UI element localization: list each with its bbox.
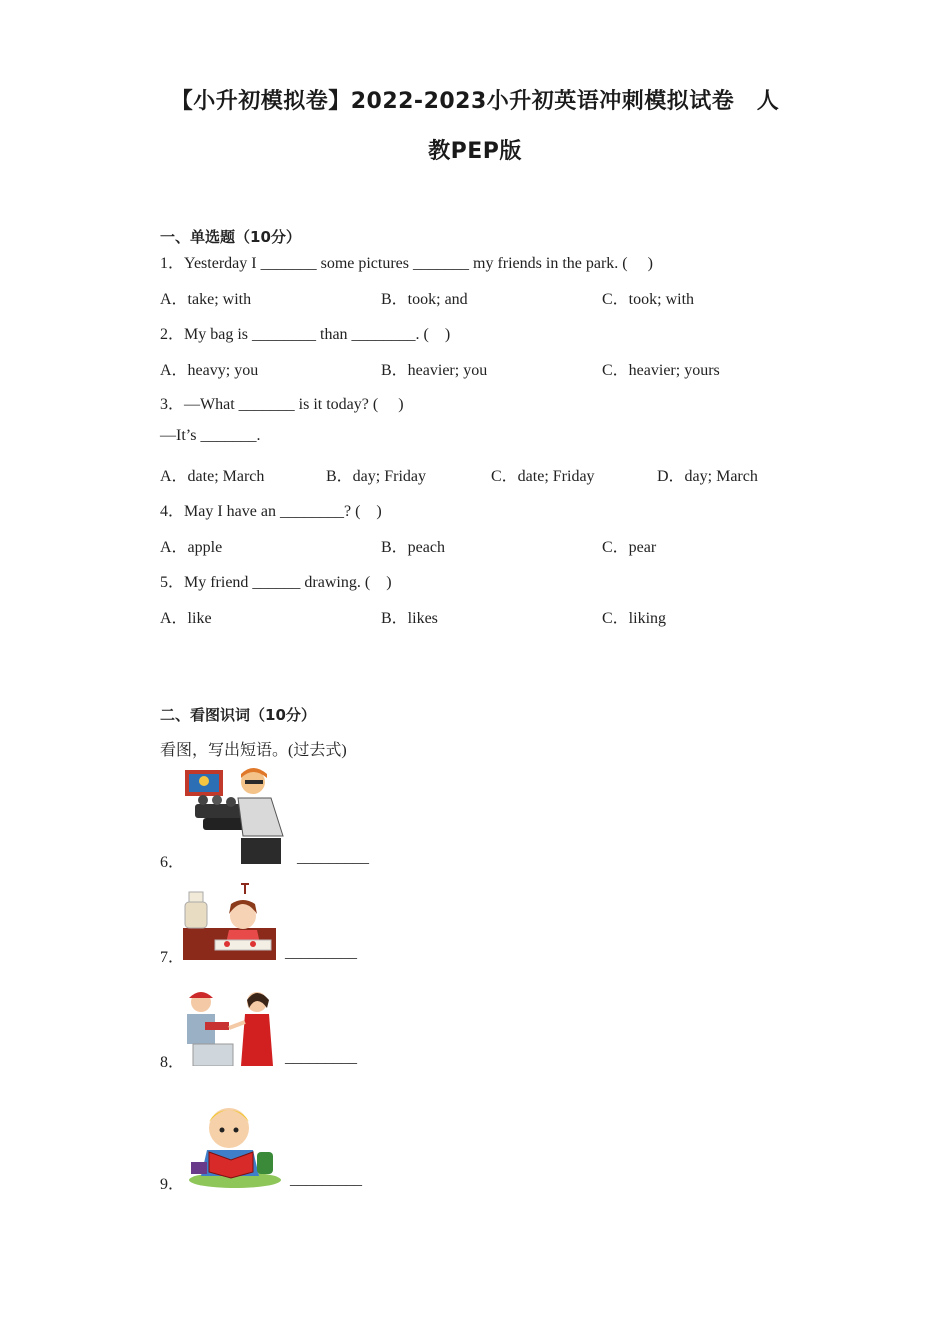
question-3-option-b: B．day; Friday — [326, 468, 426, 485]
question-4-option-c: C．pear — [602, 539, 657, 556]
question-1-option-a: A．take; with — [160, 291, 252, 308]
question-3-option-c: C．date; Friday — [491, 468, 595, 485]
question-1-stem: 1．Yesterday I _______ some pictures _______ my friends in the park. ( ) — [160, 255, 653, 272]
item-9-number: 9． — [160, 1176, 185, 1193]
watching-film-icon — [183, 766, 291, 866]
question-5-option-c: C．liking — [602, 610, 667, 627]
item-6-number: 6． — [160, 854, 185, 871]
section1-heading: 一、单选题（10分） — [160, 228, 301, 246]
page-title-line1: 【小升初模拟卷】2022-2023小升初英语冲刺模拟试卷 人 — [170, 89, 780, 114]
question-2-option-b: B．heavier; you — [381, 362, 488, 379]
question-5-option-b: B．likes — [381, 610, 438, 627]
question-2-option-c: C．heavier; yours — [602, 362, 720, 379]
question-2-option-a: A．heavy; you — [160, 362, 259, 379]
section2-heading: 二、看图识词（10分） — [160, 706, 316, 724]
question-4-option-a: A．apple — [160, 539, 223, 556]
item-8-answer-blank[interactable]: _________ — [285, 1049, 357, 1066]
question-4-stem: 4．May I have an ________? ( ) — [160, 503, 382, 520]
page-title-line2: 教PEP版 — [428, 139, 522, 164]
question-1-option-c: C．took; with — [602, 291, 695, 308]
item-6-answer-blank[interactable]: _________ — [297, 849, 369, 866]
girl-cooking-icon — [183, 880, 276, 960]
section2-instruction: 看图，写出短语。(过去式) — [160, 742, 347, 759]
question-1-option-b: B．took; and — [381, 291, 468, 308]
question-4-option-b: B．peach — [381, 539, 445, 556]
question-3-option-a: A．date; March — [160, 468, 265, 485]
question-5-option-a: A．like — [160, 610, 212, 627]
item-8-number: 8． — [160, 1054, 185, 1071]
question-2-stem: 2．My bag is ________ than ________. ( ) — [160, 326, 451, 343]
people-greeting-icon — [183, 988, 276, 1066]
question-3-stem-answer: —It’s _______. — [160, 427, 261, 444]
item-9-answer-blank[interactable]: _________ — [290, 1171, 362, 1188]
question-5-stem: 5．My friend ______ drawing. ( ) — [160, 574, 392, 591]
question-3-option-d: D．day; March — [657, 468, 758, 485]
question-3-stem: 3．—What _______ is it today? ( ) — [160, 396, 404, 413]
item-7-number: 7． — [160, 949, 185, 966]
item-7-answer-blank[interactable]: _________ — [285, 944, 357, 961]
boy-reading-icon — [183, 1100, 283, 1190]
